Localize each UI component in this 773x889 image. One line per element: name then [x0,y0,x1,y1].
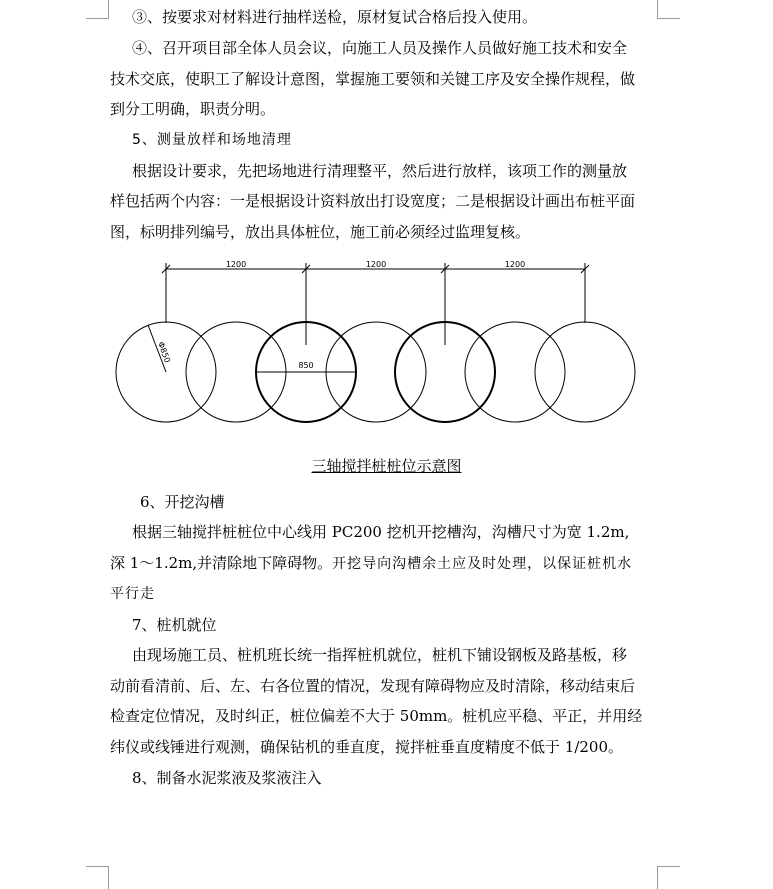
section-heading-7: 7、桩机就位 [132,616,217,634]
pile-circle [535,322,635,422]
paragraph-line: 由现场施工员、桩机班长统一指挥桩机就位，桩机下铺设钢板及路基板，移 [132,646,628,664]
crop-mark-top-left [86,0,109,19]
diagram-caption: 三轴搅拌桩桩位示意图 [311,457,462,475]
dimension-label: 1200 [365,260,387,269]
crop-mark-bottom-left [86,866,109,889]
paragraph-line: ④、召开项目部全体人员会议，向施工人员及操作人员做好施工技术和安全 [132,39,628,57]
paragraph-line: 纬仪或线锤进行观测，确保钻机的垂直度，搅拌桩垂直度精度不低于 1/200。 [110,738,623,756]
paragraph-line [110,548,660,580]
section-heading-5: 5、测量放样和场地清理 [132,132,292,148]
paragraph-line: 根据三轴搅拌桩桩位中心线用 PC200 挖机开挖槽沟，沟槽尺寸为宽 1.2m, [132,523,630,541]
crop-mark-top-right [657,0,680,19]
paragraph-line: 动前看清前、后、左、右各位置的情况，发现有障碍物应及时清除，移动结束后 [110,677,636,695]
dimension-label: 1200 [225,260,247,269]
paragraph-line: 样包括两个内容：一是根据设计资料放出打设宽度；二是根据设计画出布桩平面 [110,192,636,210]
section-heading-8: 8、制备水泥浆液及浆液注入 [132,769,322,787]
paragraph-line: 图，标明排列编号，放出具体桩位，施工前必须经过监理复核。 [110,223,531,241]
paragraph-line: 检查定位情况，及时纠正，桩位偏差不大于 50mm。桩机应平稳、平正，并用经 [110,707,643,725]
paragraph-segment: 深 1～1.2m,并清除地下障碍物。 [110,554,333,572]
diameter-label: Φ850 [156,340,172,364]
paragraph-segment-kai: 开挖导向沟槽余土应及时处理，以保证桩机水 [332,556,633,572]
pile-layout-diagram [100,255,660,445]
width-label: 850 [298,361,314,370]
paragraph-line: 技术交底，使职工了解设计意图，掌握施工要领和关键工序及安全操作规程，做 [110,70,636,88]
section-heading-6: 6、开挖沟槽 [140,493,225,511]
crop-mark-bottom-right [657,866,680,889]
paragraph-line: 到分工明确，职责分明。 [110,100,276,118]
paragraph-line: 根据设计要求，先把场地进行清理整平，然后进行放样，该项工作的测量放 [132,162,628,180]
paragraph-line: 平行走 [110,586,155,602]
dimension-label: 1200 [504,260,526,269]
paragraph-line: ③、按要求对材料进行抽样送检，原材复试合格后投入使用。 [132,8,538,26]
